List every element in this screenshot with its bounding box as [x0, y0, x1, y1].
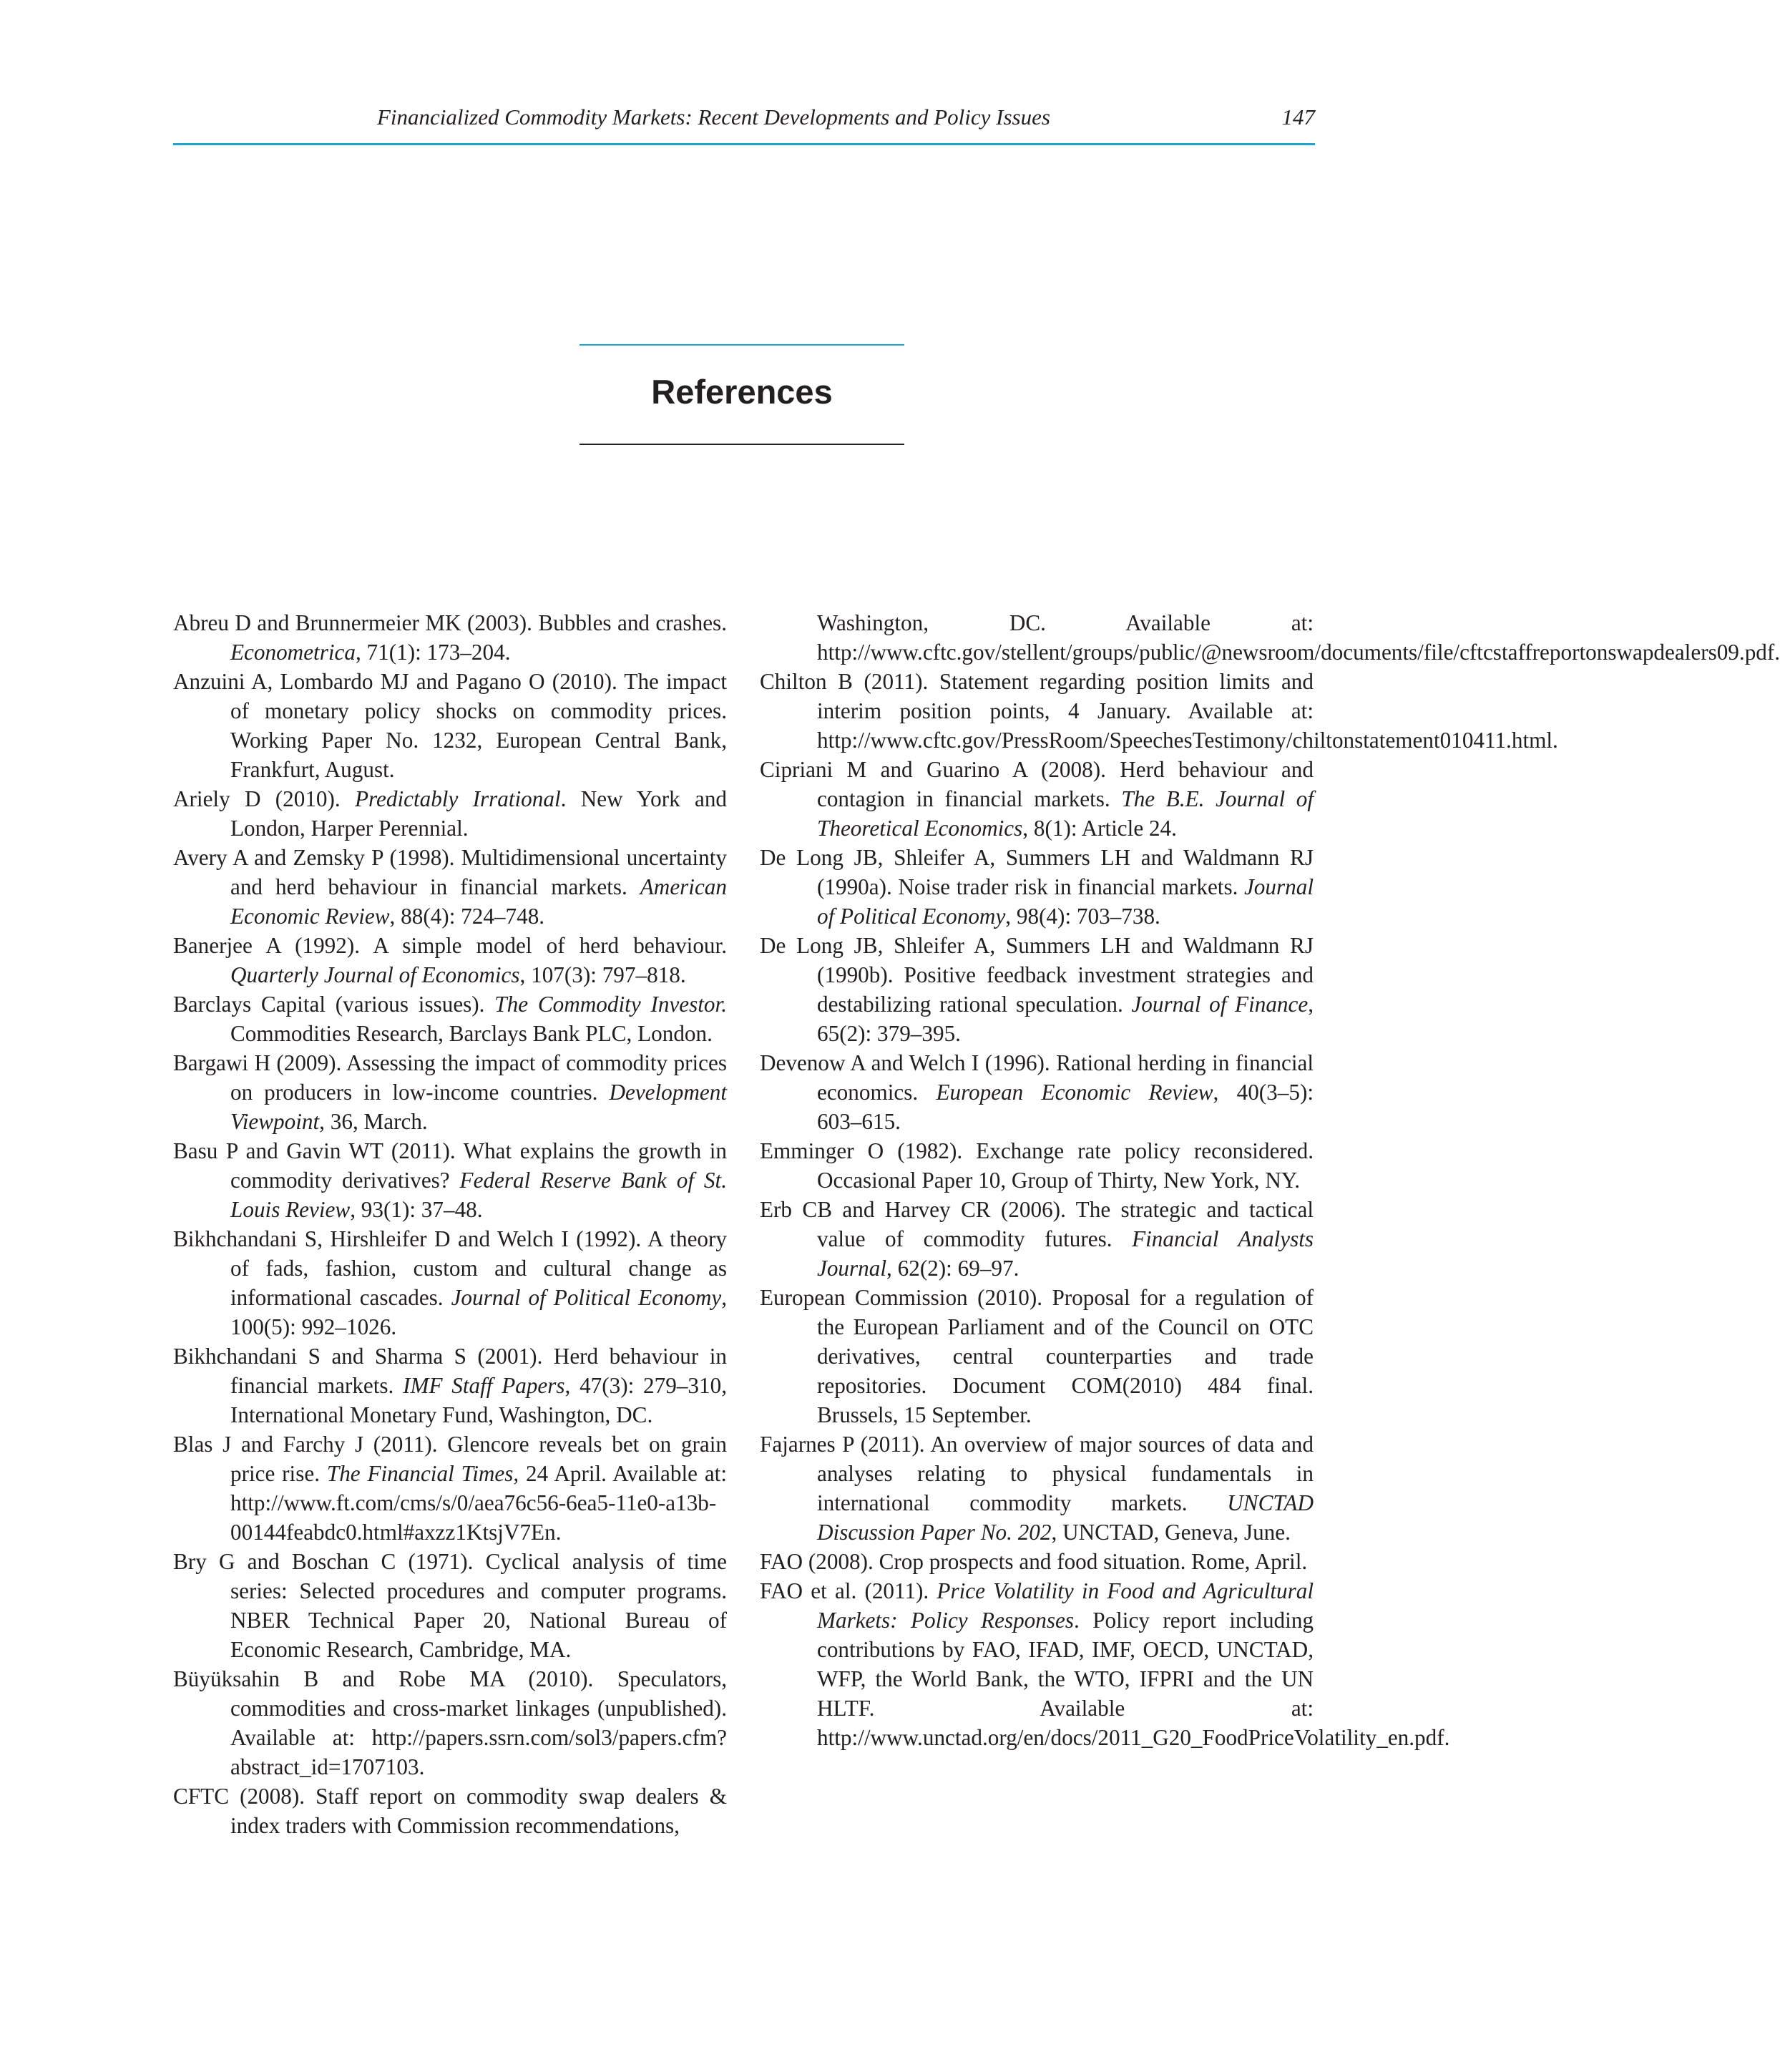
reference-text: . Policy report including contributions by FAO, IFAD, IMF, OECD, UNCTAD, WFP, the World Bank, the WTO, IFPRI and the UN HLTF. Available at: http://www.unctad.org/en/docs/2011_G20_FoodPriceVolatility_en.pdf. — [817, 1608, 1450, 1750]
references-left-column — [173, 608, 727, 1840]
reference-text: Bry G and Boschan C (1971). Cyclical analysis of time series: Selected procedures and computer programs. NBER Technical Paper 20, National Bureau of Economic Research, Cambridge, MA. — [173, 1549, 727, 1662]
reference-text: , 47(3): 279–310, International Monetary Fund, Washington, DC. — [230, 1373, 727, 1427]
reference-entry — [173, 1136, 727, 1224]
reference-italic-text: Predictably Irrational — [354, 786, 561, 811]
reference-text: , 8(1): Article 24. — [1022, 816, 1177, 841]
reference-italic-text: The Commodity Investor. — [494, 992, 727, 1017]
reference-text: Bargawi H (2009). Assessing the impact of commodity prices on producers in low-income countries. — [173, 1050, 727, 1105]
reference-text: Büyüksahin B and Robe MA (2010). Speculators, commodities and cross-market linkages (unpublished). Available at: http://papers.ssrn.com/sol3/papers.cfm?abstract_id=1707103. — [173, 1666, 727, 1779]
reference-text: , 36, March. — [319, 1109, 428, 1134]
reference-entry — [760, 667, 1558, 755]
reference-entry — [173, 843, 727, 931]
reference-text: Fajarnes P (2011). An overview of major sources of data and analyses relating to physical fundamentals in international commodity markets. — [760, 1432, 1314, 1515]
reference-entry — [173, 1342, 727, 1430]
reference-text: , 40(3–5): 603–615. — [817, 1080, 1314, 1134]
reference-entry — [173, 784, 727, 843]
reference-entry — [760, 1195, 1314, 1283]
reference-entry — [760, 1136, 1314, 1195]
reference-entry — [760, 843, 1314, 931]
reference-text: , 24 April. Available at: http://www.ft.com/cms/s/0/aea76c56-6ea5-11e0-a13b-00144feabdc0.html#axzz1KtsjV7En. — [230, 1461, 728, 1545]
reference-entry — [173, 1782, 727, 1840]
reference-text: Banerjee A (1992). A simple model of herd behaviour. — [173, 933, 727, 958]
reference-text: , 100(5): 992–1026. — [230, 1285, 727, 1339]
reference-text: De Long JB, Shleifer A, Summers LH and Waldmann RJ (1990b). Positive feedback investment strategies and destabilizing rational speculation. — [760, 933, 1314, 1017]
reference-text: Emminger O (1982). Exchange rate policy reconsidered. Occasional Paper 10, Group of Thirty, New York, NY. — [760, 1138, 1314, 1193]
title-rule-bottom — [580, 444, 904, 445]
reference-entry — [173, 1048, 727, 1136]
reference-entry — [760, 1430, 1314, 1547]
reference-italic-text: The Financial Times — [326, 1461, 514, 1486]
reference-entry — [760, 1576, 1450, 1752]
reference-text: , 107(3): 797–818. — [519, 962, 686, 987]
running-title: Financialized Commodity Markets: Recent Developments and Policy Issues — [377, 104, 1050, 130]
reference-italic-text: American Economic Review — [230, 874, 727, 929]
header-rule — [173, 143, 1315, 145]
references-right-column — [760, 608, 1780, 1752]
reference-entry — [760, 755, 1314, 843]
reference-entry — [173, 1664, 727, 1782]
reference-text: , UNCTAD, Geneva, June. — [1051, 1520, 1291, 1545]
reference-text: , 93(1): 37–48. — [350, 1197, 483, 1222]
reference-text: , 98(4): 703–738. — [1005, 904, 1160, 929]
reference-italic-text: UNCTAD Discussion Paper No. 202 — [817, 1490, 1314, 1545]
section-title: References — [651, 373, 833, 411]
reference-italic-text: Development Viewpoint — [230, 1080, 727, 1134]
reference-text: Barclays Capital (various issues). — [173, 992, 495, 1017]
reference-italic-text: IMF Staff Papers — [403, 1373, 565, 1398]
title-rule-top — [580, 344, 904, 346]
reference-italic-text: European Economic Review — [936, 1080, 1213, 1105]
reference-italic-text: Price Volatility in Food and Agricultural Markets: Policy Responses — [817, 1578, 1314, 1633]
reference-text: Bikhchandani S, Hirshleifer D and Welch I (1992). A theory of fads, fashion, custom and cultural change as informational cascades. — [173, 1226, 727, 1310]
reference-text: , 62(2): 69–97. — [886, 1256, 1019, 1281]
reference-text: FAO (2008). Crop prospects and food situation. Rome, April. — [760, 1549, 1308, 1574]
reference-entry — [173, 667, 727, 784]
reference-entry — [173, 1547, 727, 1664]
reference-text: . New York and London, Harper Perennial. — [230, 786, 728, 841]
reference-text: Bikhchandani S and Sharma S (2001). Herd behaviour in financial markets. — [173, 1344, 727, 1398]
reference-text: De Long JB, Shleifer A, Summers LH and Waldmann RJ (1990a). Noise trader risk in financial markets. — [760, 845, 1314, 899]
reference-text: , 88(4): 724–748. — [389, 904, 545, 929]
reference-italic-text: Federal Reserve Bank of St. Louis Review — [230, 1168, 727, 1222]
reference-entry — [760, 1048, 1314, 1136]
reference-text: Commodities Research, Barclays Bank PLC, London. — [230, 1021, 713, 1046]
reference-text: CFTC (2008). Staff report on commodity swap dealers & index traders with Commission recommendations, — [173, 1784, 727, 1838]
reference-text: European Commission (2010). Proposal for a regulation of the European Parliament and of the Council on OTC derivatives, central counterparties and trade repositories. Document COM(2010) 484 final. Brussels, 15 September. — [760, 1285, 1314, 1427]
reference-text: Devenow A and Welch I (1996). Rational herding in financial economics. — [760, 1050, 1314, 1105]
running-header — [173, 100, 1315, 143]
reference-entry — [173, 1224, 727, 1342]
reference-text: Avery A and Zemsky P (1998). Multidimensional uncertainty and herd behaviour in financial markets. — [173, 845, 727, 899]
reference-text: Ariely D (2010). — [173, 786, 355, 811]
reference-italic-text: Journal of Political Economy — [817, 874, 1314, 929]
reference-entry — [760, 1547, 1314, 1576]
reference-text: , 65(2): 379–395. — [817, 992, 1314, 1046]
reference-entry — [760, 1283, 1314, 1430]
reference-entry — [173, 931, 727, 989]
reference-text: Cipriani M and Guarino A (2008). Herd behaviour and contagion in financial markets. — [760, 757, 1314, 811]
reference-entry — [173, 989, 727, 1048]
reference-italic-text: Econometrica — [230, 640, 356, 665]
reference-italic-text: Journal of Political Economy — [451, 1285, 722, 1310]
reference-italic-text: Journal of Finance — [1131, 992, 1309, 1017]
reference-entry — [173, 608, 727, 667]
reference-entry — [760, 931, 1314, 1048]
reference-text: Blas J and Farchy J (2011). Glencore reveals bet on grain price rise. — [173, 1432, 727, 1486]
reference-text: Erb CB and Harvey CR (2006). The strategic and tactical value of commodity futures. — [760, 1197, 1314, 1251]
reference-italic-text: The B.E. Journal of Theoretical Economics — [817, 786, 1314, 841]
reference-italic-text: Quarterly Journal of Economics — [230, 962, 520, 987]
reference-text: Chilton B (2011). Statement regarding position limits and interim position points, 4 January. Available at: http://www.cftc.gov/PressRoom/SpeechesTestimony/chiltonstatement010411.html. — [760, 669, 1558, 753]
page-number: 147 — [1281, 104, 1315, 130]
reference-entry — [173, 1430, 727, 1547]
reference-continuation: Washington, DC. Available at: http://www.cftc.gov/stellent/groups/public/@newsroom/documents/file/cftcstaffreportonswapdealers09.pdf. — [817, 610, 1780, 665]
reference-text: Abreu D and Brunnermeier MK (2003). Bubbles and crashes. — [173, 610, 727, 635]
reference-text: , 71(1): 173–204. — [355, 640, 511, 665]
reference-text: FAO et al. (2011). — [760, 1578, 937, 1603]
reference-italic-text: Financial Analysts Journal — [817, 1226, 1314, 1281]
reference-text: Basu P and Gavin WT (2011). What explains the growth in commodity derivatives? — [173, 1138, 727, 1193]
reference-text: Anzuini A, Lombardo MJ and Pagano O (2010). The impact of monetary policy shocks on commodity prices. Working Paper No. 1232, European Central Bank, Frankfurt, August. — [173, 669, 727, 782]
